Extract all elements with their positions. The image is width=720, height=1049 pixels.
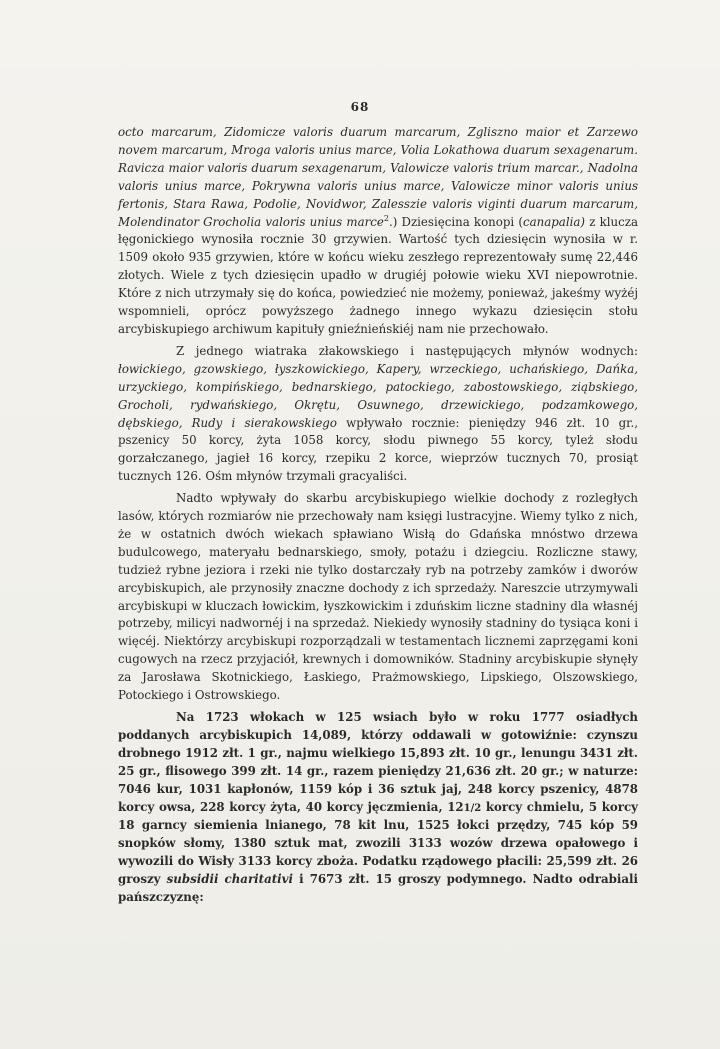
italic-segment: canapalia) bbox=[522, 214, 586, 229]
text-segment: Z jednego wiatraka złakowskiego i następujących młynów wodnych: bbox=[176, 343, 638, 358]
text-segment: .) Dziesięcina konopi ( bbox=[388, 214, 523, 229]
footnote-ref: 2 bbox=[383, 213, 389, 223]
paragraph-2 bbox=[118, 343, 638, 486]
paragraph-1 bbox=[118, 124, 638, 339]
text-segment: korcy chmielu, 5 korcy 18 garncy siemienia lnianego, 78 kit lnu, 1525 łokci przędzy, 745 kóp 59 snopków słomy, 1380 sztuk mat, zwozili 3133 wozów drzewa opałowego i wywozili do Wisły 3133 korcy zboża. Podatku rządowego płacili: 25,599 złt. 26 groszy bbox=[118, 799, 639, 887]
body-text bbox=[118, 124, 638, 911]
italic-segment: subsidii charitativi bbox=[166, 872, 294, 887]
paragraph-3 bbox=[118, 490, 638, 705]
text-segment: wpływało rocznie: pieniędzy 946 złt. 10 gr., pszenicy 50 korcy, żyta 1058 korcy, słodu piwnego 55 korcy, tyleż słodu gorzałczanego, jagieł 16 korcy, rzepiku 2 korce, wieprzów tucznych 70, prosiąt tucznych 126. Ośm młynów trzymali gracyaliści. bbox=[118, 415, 638, 484]
fraction: 1/2 bbox=[463, 802, 482, 814]
text-segment: Na 1723 włokach w 125 wsiach było w roku 1777 osiadłych poddanych arcybiskupich 14,089, którzy oddawali w gotowiźnie: czynszu drobnego 1912 złt. 1 gr., najmu wielkiego 15,893 złt. 10 gr., lenungu 3431 złt. 25 gr., flisowego 399 złt. 14 gr., razem pieniędzy 21,636 złt. 20 gr.; w naturze: 7046 kur, 1031 kapłonów, 1159 kóp i 36 sztuk jaj, 248 korcy pszenicy, 4878 korcy owsa, 228 korcy żyta, 40 korcy jęczmienia, 12 bbox=[118, 710, 638, 814]
italic-segment: łowickiego, gzowskiego, łyszkowickiego, Kapery, wrzeckiego, uchańskiego, Dańka, urzyckiego, kompińskiego, bednarskiego, patockiego, zabostowskiego, ziąbskiego, Grocholi, rydwańskiego, Okrętu, Osuwnego, drzewickiego, podzamkowego, dębskiego, Rudy i sierakowskiego bbox=[118, 361, 638, 430]
text-segment: z klucza łęgonickiego wynosiła rocznie 30 grzywien. Wartość tych dziesięcin wynosiła w r. 1509 około 935 grzywien, które w końcu wieku zeszłego reprezentowały sumę 22,446 złotych. Wiele z tych dziesięcin upadło w drugiéj połowie wieku XVI niepowrotnie. Które z nich utrzymały się do końca, powiedzieć nie możemy, ponieważ, jakeśmy wyżéj wspomnieli, oprócz powyższego żadnego innego wykazu dziesięcin stołu arcybiskupiego archiwum kapituły gnieźnieńskiéj nam nie przechowało. bbox=[118, 214, 638, 336]
page-number: 68 bbox=[350, 100, 370, 114]
paragraph-4 bbox=[118, 709, 638, 907]
italic-segment: octo marcarum, Zidomicze valoris duarum marcarum, Zgliszno maior et Zarzewo novem marcarum, Mroga valoris unius marce, Volia Lokathowa duarum sexagenarum. Ravicza maior valoris duarum sexagenarum, Valowicze valoris trium marcar., Nadolna valoris unius marce, Pokrywna valoris unius marce, Valowicze minor valoris unius fertonis, Stara Rawa, Podolie, Novidwor, Zalesszie valoris viginti duarum marcarum, Molendinator Grocholia valoris unius marce bbox=[118, 125, 638, 229]
text-segment: Nadto wpływały do skarbu arcybiskupiego wielkie dochody z rozległych lasów, których rozmiarów nie przechowały nam księgi lustracyjne. Wiemy tylko z nich, że w ostatnich dwóch wiekach spławiano Wisłą do Gdańska mnóstwo drzewa budulcowego, materyału bednarskiego, smoły, potażu i dziegciu. Rozliczne stawy, tudzież rybne jeziora i rzeki nie tylko dostarczały ryb na potrzeby zamków i dworów arcybiskupich, ale przynosiły znaczne dochody z ich sprzedaży. Nareszcie utrzymywali arcybiskupi w kluczach łowickim, łyszkowickim i zduńskim liczne stadniny dla własnéj potrzeby, milicyi nadwornéj i na sprzedaż. Niekiedy wynosiły stadniny do tysiąca koni i więcéj. Niektórzy arcybiskupi rozporządzali w testamentach licznemi zaprzęgami koni cugowych na rzecz przyjaciół, krewnych i domowników. Stadniny arcybiskupie słynęły za Jarosława Skotnickiego, Łaskiego, Prażmowskiego, Lipskiego, Olszowskiego, Potockiego i Ostrowskiego. bbox=[118, 491, 638, 703]
text-segment: i 7673 złt. 15 groszy podymnego. Nadto odrabiali pańszczyznę: bbox=[118, 872, 638, 905]
